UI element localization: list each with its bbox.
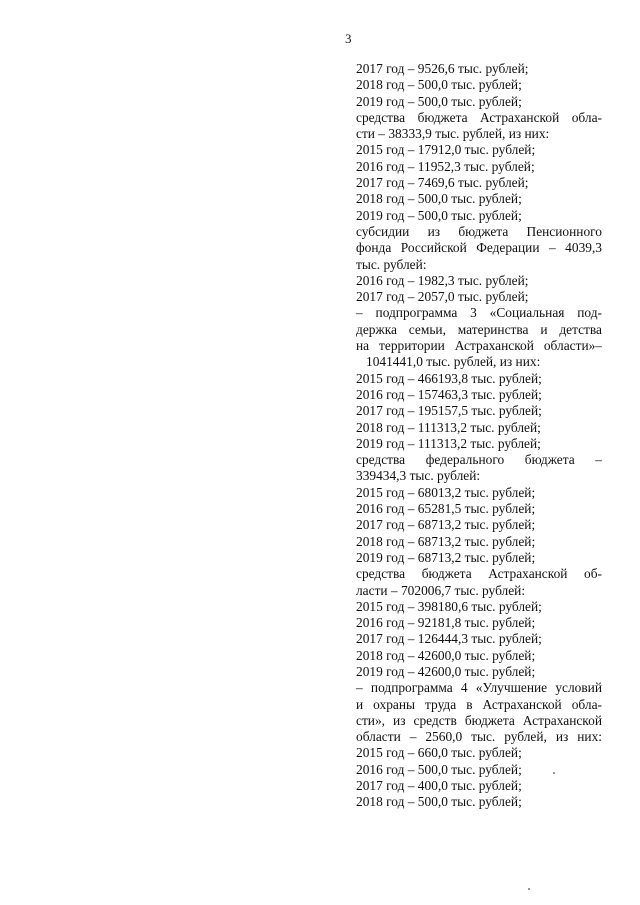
text-line: 2016 год – 92181,8 тыс. рублей; [356,615,536,631]
text-line: сти», из средств бюджета Астраханской [356,712,602,728]
text-line: и охраны труда в Астраханской обла- [356,696,602,712]
text-line: 2017 год – 400,0 тыс. рублей; [356,778,522,794]
text-line: 2017 год – 9526,6 тыс. рублей; [356,61,529,76]
text-line: 2016 год – 11952,3 тыс. рублей; [356,158,535,174]
text-line: 2015 год – 17912,0 тыс. рублей; [356,142,536,158]
text-line: средства бюджета Астраханской об- [356,566,602,582]
text-line: на территории Астраханской области»– [356,338,602,354]
text-line: 2016 год – 1982,3 тыс. рублей; [356,272,529,288]
text-line: 2018 год – 500,0 тыс. рублей; [356,191,522,207]
text-line: 2015 год – 660,0 тыс. рублей; [356,745,522,761]
text-line: 1041441,0 тыс. рублей, из них: [366,354,541,370]
text-line: средства федерального бюджета – [356,452,602,468]
scan-speck [528,888,530,890]
text-line: сти – 38333,9 тыс. рублей, из них: [356,126,550,142]
text-line: 2019 год – 500,0 тыс. рублей; [356,93,522,109]
text-line: 2019 год – 68713,2 тыс. рублей; [356,549,536,565]
text-line: 2018 год – 500,0 тыс. рублей; [356,77,522,93]
text-line: области – 2560,0 тыс. рублей, из них: [356,729,602,745]
text-line: – подпрограмма 4 «Улучшение условий [356,680,602,696]
text-line: 2017 год – 126444,3 тыс. рублей; [356,631,542,647]
text-line: 2015 год – 398180,6 тыс. рублей; [356,598,542,614]
text-line: 2017 год – 195157,5 тыс. рублей; [356,403,542,419]
text-line: 2017 год – 68713,2 тыс. рублей; [356,517,536,533]
text-line: 2019 год – 500,0 тыс. рублей; [356,207,522,223]
text-line: 2017 год – 2057,0 тыс. рублей; [356,289,529,305]
text-line: 2019 год – 42600,0 тыс. рублей; [356,663,536,679]
page-number: 3 [345,31,352,46]
text-line: 2017 год – 7469,6 тыс. рублей; [356,175,529,191]
text-line: 2015 год – 68013,2 тыс. рублей; [356,484,536,500]
text-line: 2018 год – 68713,2 тыс. рублей; [356,533,536,549]
text-line: средства бюджета Астраханской обла- [356,109,602,125]
text-line: 2018 год – 111313,2 тыс. рублей; [356,419,541,435]
text-line: тыс. рублей: [356,256,427,272]
text-line: 2018 год – 500,0 тыс. рублей; [356,794,522,810]
document-text-column [356,61,602,811]
text-line: держка семьи, материнства и детства [356,321,602,337]
text-line: 2016 год – 500,0 тыс. рублей; [356,761,522,777]
text-line: субсидии из бюджета Пенсионного [356,223,602,239]
text-line: ласти – 702006,7 тыс. рублей: [356,582,526,598]
text-line: 2018 год – 42600,0 тыс. рублей; [356,647,536,663]
text-line: 2019 год – 111313,2 тыс. рублей; [356,435,541,451]
text-line: фонда Российской Федерации – 4039,3 [356,240,602,256]
scan-speck [553,772,555,774]
text-line: 2015 год – 466193,8 тыс. рублей; [356,370,542,386]
text-line: 2016 год – 157463,3 тыс. рублей; [356,386,542,402]
text-line: 2016 год – 65281,5 тыс. рублей; [356,501,536,517]
text-line: 339434,3 тыс. рублей: [356,468,481,484]
text-line: – подпрограмма 3 «Социальная под- [356,305,602,321]
